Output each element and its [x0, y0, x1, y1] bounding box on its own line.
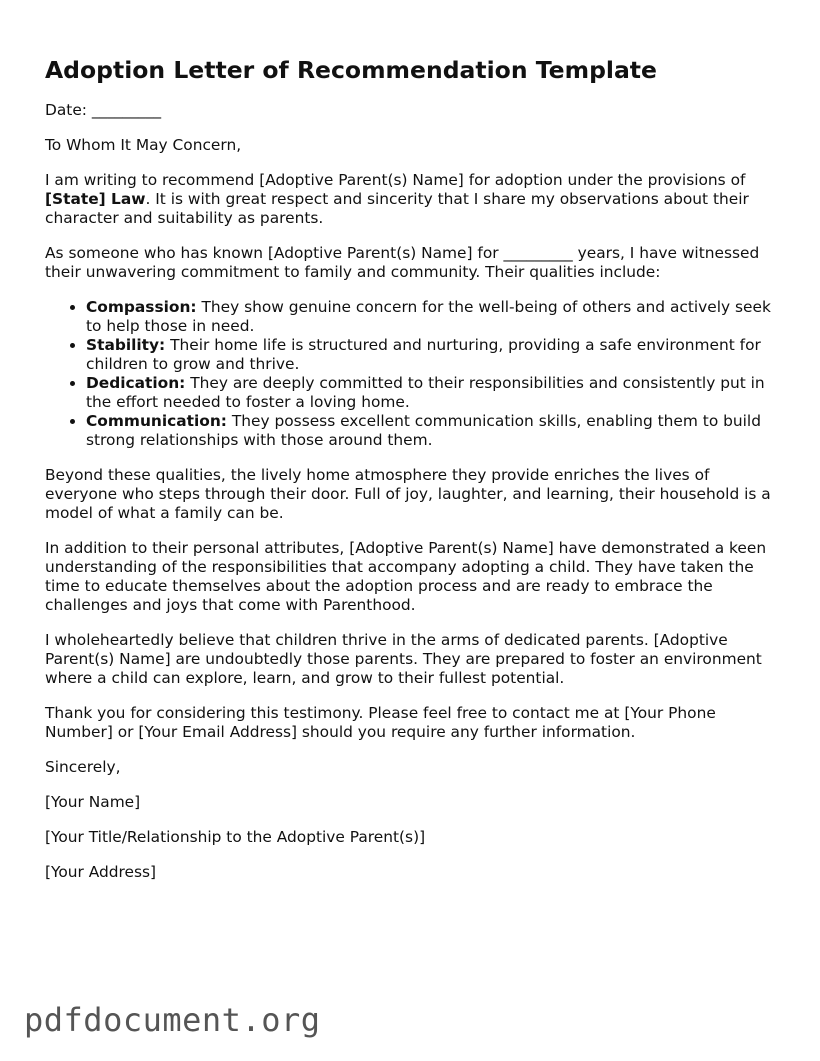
intro-text-part1: I am writing to recommend [Adoptive Parent(s) Name] for adoption under the provisions of [45, 171, 746, 189]
quality-text: Their home life is structured and nurturing, providing a safe environment for children to grow and thrive. [86, 336, 761, 373]
date-line: Date: _________ [45, 101, 162, 119]
quality-text: They are deeply committed to their responsibilities and consistently put in the effort needed to foster a loving home. [86, 374, 765, 411]
page-title: Adoption Letter of Recommendation Template [45, 56, 657, 84]
qualities-list [45, 298, 780, 450]
thanks-paragraph: Thank you for considering this testimony. Please feel free to contact me at [Your Phone Number] or [Your Email Address] should you require any further information. [45, 704, 716, 741]
quality-term: Communication: [86, 412, 227, 430]
quality-text: They show genuine concern for the well-being of others and actively seek to help those in need. [86, 298, 771, 335]
intro-text-part2: . It is with great respect and sincerity that I share my observations about their character and suitability as parents. [45, 190, 749, 227]
list-item [86, 298, 780, 336]
signature-name: [Your Name] [45, 793, 141, 811]
belief-paragraph: I wholeheartedly believe that children thrive in the arms of dedicated parents. [Adoptive Parent(s) Name] are undoubtedly those parents. They are prepared to foster an environment where a child can explore, learn, and grow to their fullest potential. [45, 631, 762, 687]
signature-address: [Your Address] [45, 863, 157, 881]
letter-document [45, 55, 780, 898]
list-item [86, 412, 780, 450]
closing: Sincerely, [45, 758, 121, 776]
list-item [86, 336, 780, 374]
addition-paragraph: In addition to their personal attributes, [Adoptive Parent(s) Name] have demonstrated a keen understanding of the responsibilities that accompany adopting a child. They have taken the time to educate themselves about the adoption process and are ready to embrace the challenges and joys that come with Parenthood. [45, 539, 767, 614]
quality-term: Compassion: [86, 298, 197, 316]
quality-term: Stability: [86, 336, 166, 354]
salutation: To Whom It May Concern, [45, 136, 242, 154]
state-law-text: [State] Law [45, 190, 146, 208]
beyond-paragraph: Beyond these qualities, the lively home atmosphere they provide enriches the lives of everyone who steps through their door. Full of joy, laughter, and learning, their household is a model of what a family can be. [45, 466, 771, 522]
quality-term: Dedication: [86, 374, 186, 392]
list-item [86, 374, 780, 412]
quality-text: They possess excellent communication skills, enabling them to build strong relationships with those around them. [86, 412, 761, 449]
known-paragraph: As someone who has known [Adoptive Parent(s) Name] for _________ years, I have witnessed their unwavering commitment to family and community. Their qualities include: [45, 244, 760, 281]
watermark: pdfdocument.org [24, 1001, 321, 1039]
intro-paragraph [45, 171, 780, 228]
signature-title: [Your Title/Relationship to the Adoptive Parent(s)] [45, 828, 426, 846]
